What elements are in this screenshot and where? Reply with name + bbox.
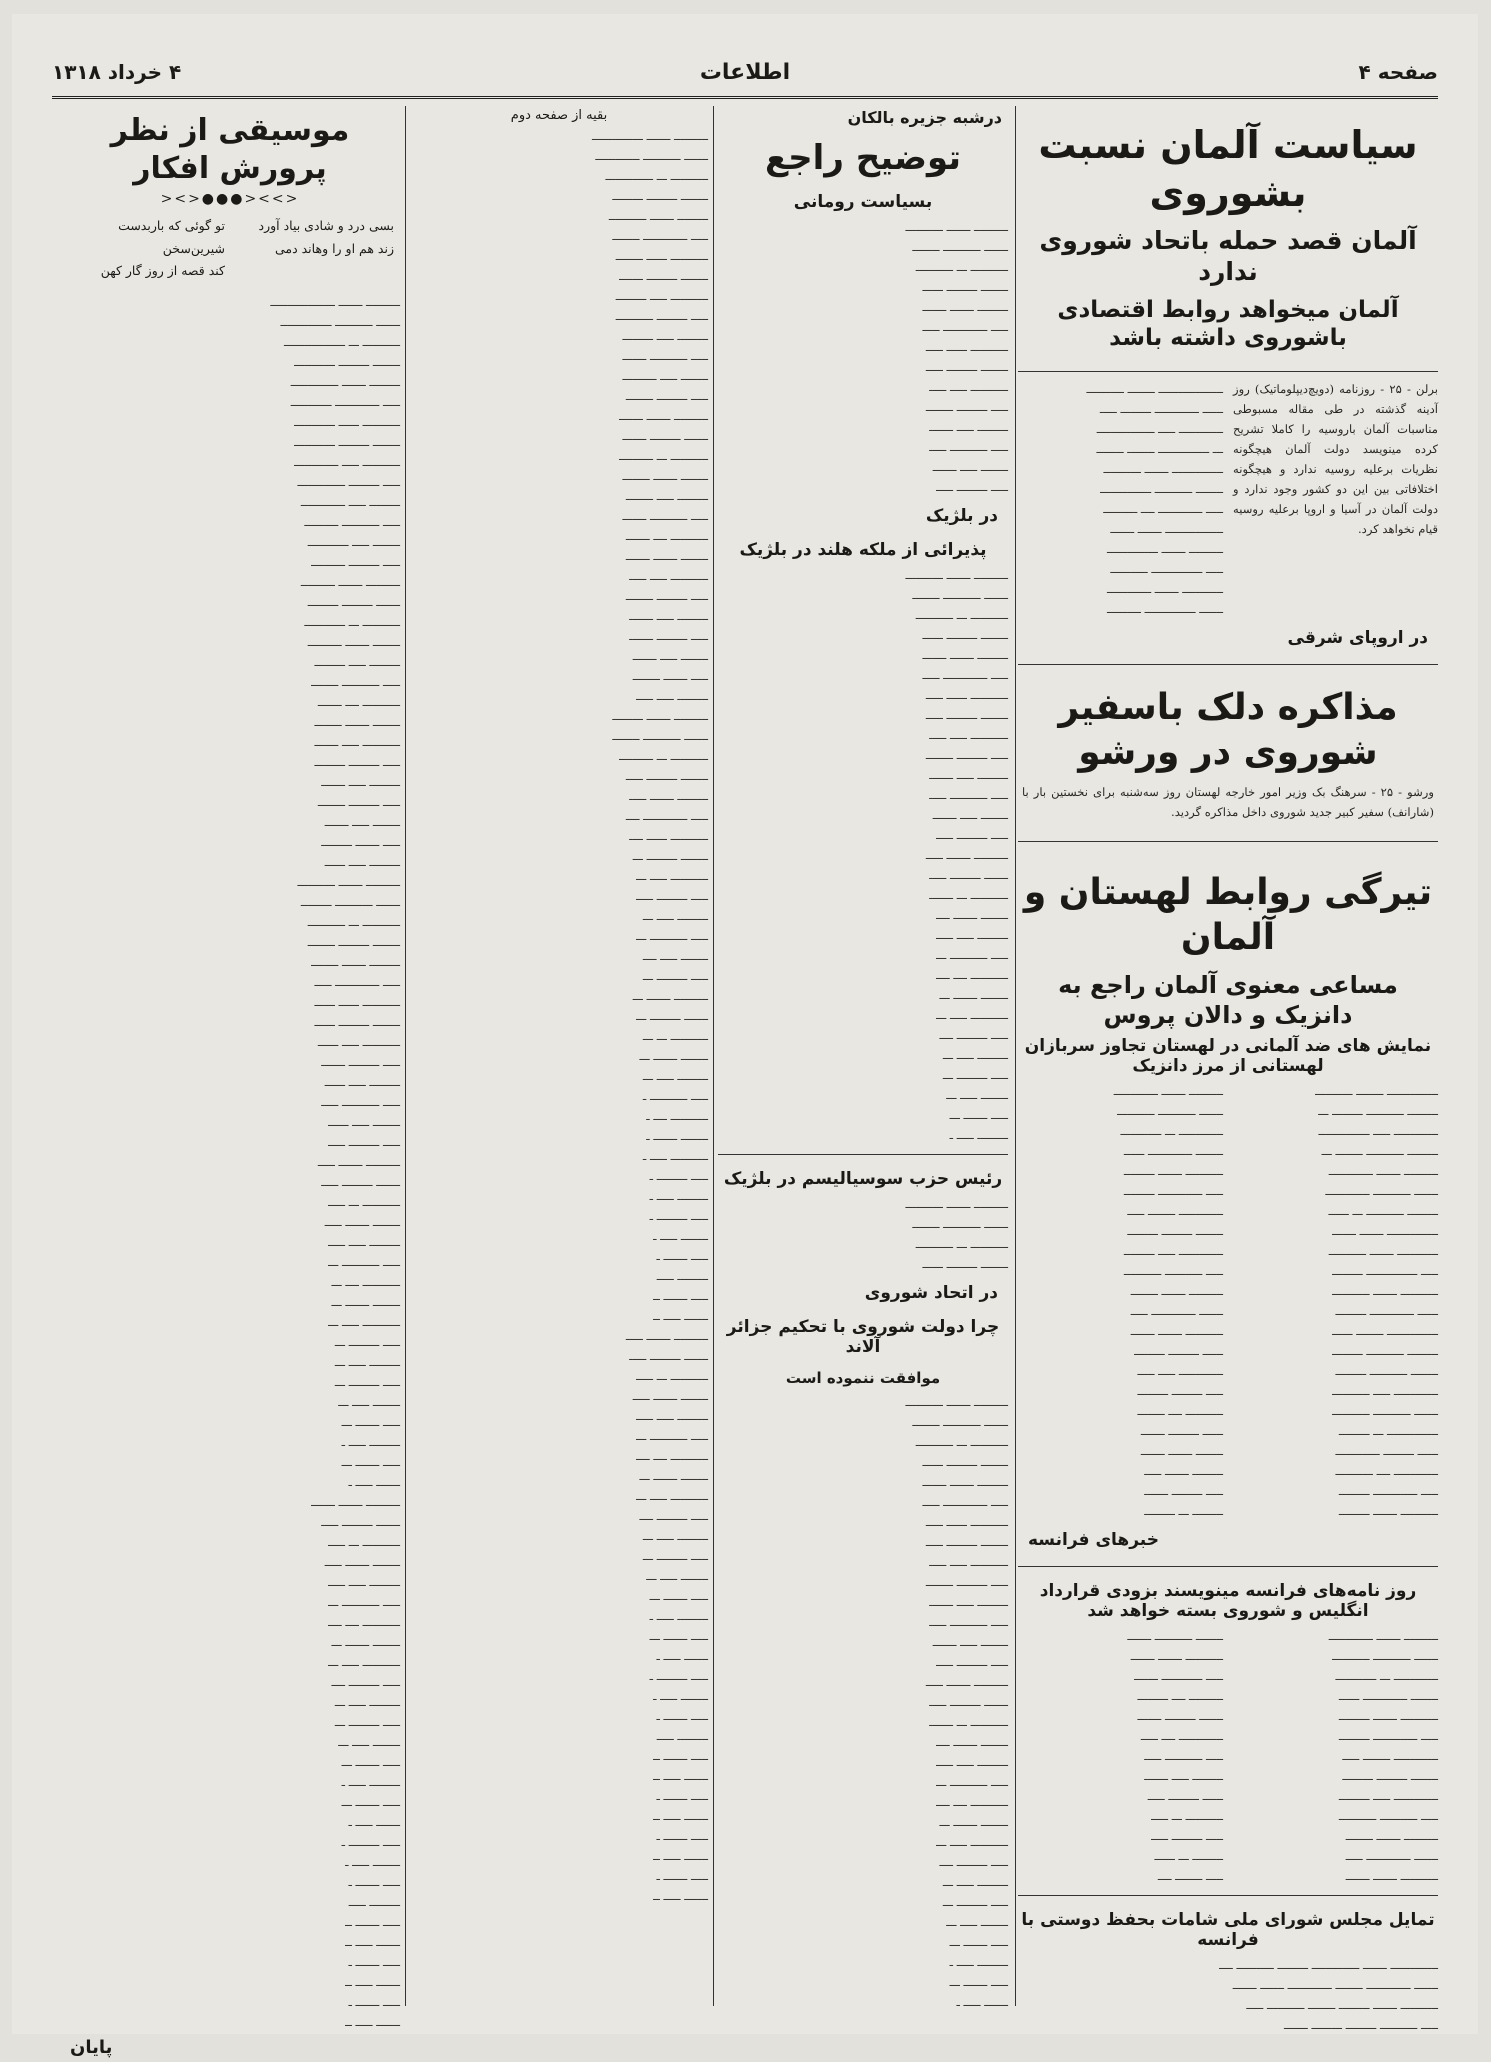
paper-name: اطلاعات	[699, 59, 791, 85]
text-block: ــــــــــ ـــــــ ـــــــــــ ـــــــ ـــــــــــ ــــــــ ـــــــــــ ـــ ـــــــــــ ــــــــ ـــــــــ ــــــ ـــــــــ ـــــــ ـــــــ ـــــ ـــــــــــــ ـــــ ـــــــــــ ــــــ ـــــ ــــــــ ـــــــــ ـــــ ـــــــــــ ـــــ ـــــ ـــــ ـــــــــ ــــــــ ـــــــــ ـــــ ـــــــ ـــــ ـــــــــــ ـــــ ــــــــ ـــــ ـــــــ ـــــ ـــــــــ ـــــ ــــــــــ ـــــــ ـــــ ـــــــ ـــــــــ ـــــ ـــــــــــ ـــ ـــــــ ــــــــ ـــــــ ــــ ـــــــــ ـــــ ـــــ ـــــ ـــــــــــ ـــ ـــــــــــ ــــ ــــ ــــــــ ـــــــ ـــ ـــــــــــ ـــــ ـــ ـــــ ـــــــــ ــــ ـــــــــ ـــــ ـــ ـــــ ـــــــــ ـــ ــــــــ ـــــ ـــ ـــــ ـــــــ ـــ ـــــــــ ـــــ ـ ـــــ ـــــــ ـــ ـــــــ ـــــ ـ	[905, 1394, 1008, 2009]
column-divider	[1015, 106, 1016, 2006]
divider	[718, 1154, 1008, 1155]
section-belgium: در بلژیک	[925, 505, 998, 526]
section-eastern-europe: در اروپای شرقی	[1287, 628, 1428, 648]
section-france: خبرهای فرانسه	[1028, 1529, 1159, 1550]
kicker-balkans: درشبه جزیره بالکان	[847, 108, 1002, 127]
column-music	[60, 104, 400, 2058]
poem-line: تو گوئی که باربدست شیرین‌سخن	[118, 218, 225, 256]
article-body	[1018, 380, 1438, 620]
deck-demonstrations: نمایش های ضد آلمانی در لهستان تجاوز سربازان لهستانی از مرز دانزیک	[1024, 1035, 1432, 1076]
text-block: ــــــــ ـــــــــــ ـــــــ ـــــــــــ ـــــــ ـــــــ ـــــ ــــــــــــ ـــــــ ــــــــــ ــــ ـــــــــ ـــــــ ـــــــــ ـــــــ ـــــــــــــ ــــ ـــــ ـــــ ـــــــــــ ـــــ ـــــــــ ـــــ ـــــــ ــــــ ـــــــــ ـــــ ـــــــــــ ـــ ـــــ ـــــ ـــــــــ ـــــ ـــــــــ ـــ ــــــ ـــــ ــــــــ ــــ	[1127, 1628, 1223, 1883]
lede-paragraph: ورشو - ۲۵ - سرهنگ بک وزیر امور خارجه لهستان روز سه‌شنبه برای نخستین بار با (شارانف) سفیر کبیر جدید شوروی داخل مذاکره گردید.	[1022, 785, 1434, 819]
poem-line: کند قصه از روز گار کهن	[100, 263, 225, 278]
poem-verse	[60, 215, 400, 293]
headline-aland-islands: چرا دولت شوروی با تحکیم جزائر آلاند	[726, 1316, 1000, 1357]
column-divider	[405, 106, 406, 2006]
text-block: ــــــــــــــ ـــــــ ــــــــــــــ ـــــــــ ـــــــــــ ــــ ـــــــ ـــــــــــــ ــــــــ ـــــــــــــ ـــــــ ـــــــ ـــــــــــ ـــــــ ـــــــــ ــــــــ ـــــــــــ ـــــ ـــــ ـــــــــــ ـــــــــ ـــــــــ ـــــــ	[1219, 1957, 1438, 2032]
text-block: ــــــــــ ـــــــ ـــــــــــ ـــــــ ـــــــــــ ــــــــ ـــــــــــ ـــ ـــــــــــ ــــــــ ـــــــــ ــــــ	[905, 1196, 1008, 1271]
divider	[1018, 1566, 1438, 1567]
column-divider	[713, 106, 714, 2006]
divider	[1018, 664, 1438, 665]
text-block: ــــــــــ ـــــــ ـــــــــــــــ ـــــــ ـــــــــــ ـــــــــــــ ـــــــــــ ـــ ــــــــــــــ ــــــــ ـــــــــ ـــــــــ ـــــــــ ـــــــ ـــــــــــ ـــــ ـــــــــــــ ــــــــ ـــــــــــ ــــــ ــــــــ ــــــــ ـــــــــ ـــــــ ـــــــــــ ـــــ ـــــــــ ـــــ ـــــــــ ـــــــــــ ـــــــــ ـــــ ـــــــــ ـــــ ـــــــــــ ـــــــ ــــــــ ـــــ ــــــــــ ـــــ ـــــــــ ــــــــ ــــــــــ ـــــــ ـــــــ ـــــــ ـــــــــ ـــــــ ـــــــــــ ـــ ــــــــــ ــــــــ ـــــــ ــــــــ ـــــــــ ـــــ ــــــــ ـــــ ـــــــــــ ـــــــ ـــــــــــ ــــ ـــــــ ــــــــ ـــــــ ـــــــ ـــــــــــ ـــــ ـــــ ـــــ ـــــــــ ــــــــ ـــــــــ ـــــ ـــــــ ـــــ ـــــــــ ـــــــ ــــــــ ـــــ ـــــــ ـــــ ـــــــ ــــــــ ـــــــــ ـــــ ـــــ ــــــــــ ـــــــ ـــــــــ ـــــــ ـــــــــــ ــــــــ ـــــــــــ ـــ ــــــــــ ــــــــ ـــــــــ ـــــ ـــــــــ ـــــــ ـــــ ـــــ ـــــــــــــ ــــ ـــــــــــ ــــــ ــــ ــــــــ ـــــــــ ـــ ـــــــــــ ـــــ ـــ ـــــ ـــــــــ ـــــ ـــــــــ ـــــ ـــ ـــــ ـــــــــــ ـــ ــــــــ ـــــ ــــ ـــــ ـــــــــ ـــ ــــــــــ ـــــــ ـــ ـــــــ ـــــــــ ـــ ـــــــــــ ـــ ـــ ــــــــ ـــــــ ـــ ـــــــــ ـــــ ـــ ـــــ ـــــــــــ ـ ـــــــــــ ــــ ـ ــــــــ ـــــــ ـ ـــــــــــ ـــــ ـ ـــــ ـــــــــ ـ ـــــــــ ـــــ ـ ـــــ ـــــــــ ـ ــــــــ ـــــ ـ ـــــ ـــــــ ـ ـــــــــ ـــــ ـــــ ـــــــ ــ ـــــــ ـــــ ــ ــــــــــ ـــــــ ـــــ ـــــــ ـــــــــ ـــــ ـــــــــــ ـــ ـــــ ــــــــ ـــــــ ـــــ ـــــــــ ـــــ ـــــ ـــــ ـــــــــــ ـــ ـــــــــــ ــــ ــــ ــــــــ ـــــــ ـــ ـــــــــــ ـــــ ـــ ـــــ ـــــــــ ــــ ـــــــــ ـــــ ـــ ـــــ ـــــــــ ـــ ــــــــ ـــــ ـــ ـــــ ـــــــ ـــ ـــــــــ ـــــ ـ ـــــ ـــــــ ـــ ـــــــ ـــــ ـ ـــــ ـــــــــ ـ ــــــــ ـــــ ـ ـــــ ـــــــ ـ ـــــــــ ـــــ ـــــ ـــــــ ــ ـــــــ ـــــ ــ ـــــ ـــــــ ـ ـــــــ ـــــ ــ ـــــ ـــــــ ـ ـــــــ ـــــ ــ ـــــ ـــــــ ـ ـــــــ ـــــ ــ	[591, 129, 708, 1903]
headline-poland-germany: تیرگی روابط لهستان و آلمان	[1023, 871, 1433, 958]
end-mark: پایان	[70, 2036, 113, 2058]
article-body	[1018, 1082, 1438, 1522]
section-soviet-union: در اتحاد شوروی	[864, 1282, 998, 1303]
column-politics	[1018, 104, 1438, 2032]
headline-anglo-soviet-treaty: روز نامه‌های فرانسه مینویسند بزودی قرارداد انگلیس و شوروی بسته خواهد شد	[1039, 1580, 1417, 1621]
deck-no-attack: آلمان قصد حمله باتحاد شوروی ندارد	[1039, 226, 1417, 287]
divider	[1018, 1895, 1438, 1896]
text-block: ــــــــــ ـــــــ ـــــــــــــ ـــــــ ـــــــــــ ـــــــــــ ـــــــــــــ ـــ ــــــــــــ ــــــــ ـــــــــــــ ــــــ ـــــــــــ ـــــــ ـــــــــ ـــــ ـــــــــــــ ـــــــــ ـــــــــــــ ــــــــ ـــــ ــــــــ ـــــــــ ـــــــــ ـــــــــــــ ـــــ ـــــــــ ـــــ ـــــــــــ ـــــــــــ ــــــــــ ـــــــ ــــــــ ـــــــ ـــــــــــــ ـــــ ـــــــــــ ـــــــ ـــــــ ــــــ ـــــــــ ـــــــــ ـــــــــــــ ـــــ ـــــ ـــــ ـــــــــ ـــــــــ ـــــــــــ ــــ ــــــــ ــــــ ـــــــــ ـــــــ ــــــــ ـــــــ ـــــــ ـــــــــ ـــــــ ـــــ ـــــ ـــــــــ ـــــــ ـــــــــ ـــ ـــــــــ	[1113, 1083, 1223, 1518]
text-block: ــــــــــ ـــــــ ـــــــــــ ـــــــ ـــــــــــ ــــــــ ـــــــــــ ـــ ـــــــــــ ــــــــ ـــــــــ ــــــ ـــــــــ ـــــــ ـــــــ ـــــ ـــــــــــــ ـــــ ـــــــــــ ــــــ ـــــ ــــــــ ـــــــــ ـــــ ـــــــــــ ـــــ ـــــ ـــــ ـــــــــ ــــــــ ـــــــــ ـــــ ـــــــ ـــــ ـــــــــــ ـــــ ــــــــ ـــــ ـــــــ ـــــ ـــــــــ ـــــ	[905, 219, 1008, 494]
headline-music: موسیقی از نظر پرورش افکار	[110, 113, 350, 186]
headline-socialist-party: رئیس حزب سوسیالیسم در بلژیک	[723, 1168, 1003, 1189]
article-body	[1018, 1627, 1438, 1887]
headline-germany-ussr: سیاست آلمان نسبت بشوروی	[1038, 123, 1418, 215]
continued-note: بقیه از صفحه دوم	[510, 108, 608, 123]
poem-line: زند هم او را وهاند دمی	[274, 240, 394, 256]
masthead	[52, 52, 1438, 92]
poem-line: بسی درد و شادی بیاد آورد	[258, 218, 394, 233]
ornament-divider: <>><●●●<><	[160, 191, 300, 207]
lede-paragraph: برلن - ۲۵ - روزنامه (دویچ‌دیپلوماتیک) روز آدینه گذشته در طی مقاله مسبوطی مناسبات آلمان باروسیه را کاملا تشریح کرده مینویسد دولت آلمان هیچگونه نظریات برعلیه روسیه ندارد و هیچگونه اختلافاتی بین این دو کشور وجود ندارد و دولت آلمان در آسیا و اروپا برعلیه روسیه قیام نخواهد کرد.	[1233, 382, 1438, 536]
masthead-rule	[52, 96, 1438, 99]
text-block: ــــــــــ ـــــــ ـــــــــــــــــــ ـــــــ ـــــــــــ ـــــــــــــــ ـــــــــــ ـــ ــــــــــــــــــ ــــــــ ـــــــــ ــــــــــــ ـــــــــ ـــــــ ــــــــــــــ ـــــ ـــــــــــــ ــــــــــــ ـــــــــــ ــــــ ــــــــــــ ــــــــ ـــــــــ ــــــــــــ ـــــــــــ ـــــ ـــــــــــــ ـــــ ـــــــــ ــــــــــــــ ـــــــــ ـــــ ـــــــــــــ ـــــ ـــــــــــ ــــــــــ ــــــــ ـــــ ــــــــــــ ـــــ ـــــــــ ــــــــــ ــــــــــ ـــــــ ــــــــــ ـــــــ ـــــــــ ـــــــــ ـــــــــــ ـــ ــــــــــــ ــــــــ ـــــــ ــــــــــ ـــــــــ ـــــ ـــــــــ ـــــ ـــــــــــ ــــــــ ـــــــــــ ــــ ـــــــ ــــــــ ـــــــ ــــــــ ـــــــــــ ـــــ ـــــــ ـــــ ـــــــــ ـــــــــ ـــــــــ ـــــ ـــــــ ـــــ ـــــــــ ــــــــ ــــــــ ـــــ ـــــــ ـــــ ـــــــ ـــــــــ ـــــــــ ـــــ ــــــ ــــــــــ ـــــــ ـــــــــــ ـــــــ ـــــــــــ ـــــــــ ـــــــــــ ـــ ـــــــــــ ــــــــ ـــــــــ ــــــــ ـــــــــ ـــــــ ــــــــ ـــــ ـــــــــــــ ـــــ ـــــــــــ ــــــ ــــــ ــــــــ ـــــــــ ــــــ ـــــــــــ ـــــ ــــــ ـــــ ـــــــــ ـــــــ ـــــــــ ـــــ ــــــ ـــــ ـــــــــــ ـــــ ــــــــ ـــــ ــــــ ـــــ ـــــــــ ـــــ ــــــــــ ـــــــ ـــــ ـــــــ ـــــــــ ـــــ ـــــــــــ ـــ ـــــ ــــــــ ـــــــ ـــــ ـــــــــ ـــــ ـــــ ـــــ ـــــــــــ ـــ ـــــــــــ ــــ ـــ ــــــــ ـــــــ ـــ ـــــــــــ ـــــ ـــ ـــــ ـــــــــ ـــ ـــــــــ ـــــ ـــ ـــــ ـــــــــ ـــ ــــــــ ـــــ ـــ ـــــ ـــــــ ـــ ـــــــــ ـــــ ـ ـــــ ـــــــ ـــ ـــــــ ـــــ ـ ــــــــــ ـــــــ ـــــــ ـــــــ ـــــــــ ـــــ ـــــــــــ ـــ ـــــ ــــــــ ـــــــ ـــــ ـــــــــ ـــــ ـــــ ـــــ ـــــــــــ ـــ ـــــــــــ ــــ ــــ ــــــــ ـــــــ ـــ ـــــــــــ ـــــ ـــ ـــــ ـــــــــ ــــ ـــــــــ ـــــ ـــ ـــــ ـــــــــ ـــ ــــــــ ـــــ ـــ ـــــ ـــــــ ـــ ـــــــــ ـــــ ـ ـــــ ـــــــ ـــ ـــــــ ـــــ ـ ـــــ ـــــــــ ـ ــــــــ ـــــ ـ ـــــ ـــــــ ـ ـــــــــ ـــــ ـــــ ـــــــ ــ ـــــــ ـــــ ــ ـــــ ـــــــ ـ ـــــــ ـــــ ــ ـــــ ـــــــ ـ ـــــــ ـــــ ــ	[270, 294, 400, 2029]
subhead-not-agreed: موافقت ننموده است	[785, 1368, 941, 1387]
text-block: ـــــــــــــــ ــــــــ ـــــــــــ ـــــــــ ـــــــــــ ـــــــــ ـــ ـــــــــــــ ـــــ ـــــــــــــــ ـــــــــ ـــــــــــ ــــــــ ـــ ــــــــــ ـــــــ ـــــــــــــ ـــــــ ـــــــــــ ـــــــــــــ ـــــــــ ـــــــــــ ـــ ــــــ ـــــــــــــــ ـــــــ ـــــــ ــــــــــــ ـــــــ ـــــــــــ ـــــ ـــــــــــــــ ـــــــــ ـــــــــــ ـــــــ ـــــــــــ ــــــ ـــــــــــــ ـــــــــ ـــــــــــــــ ــــــــ ــــــ ـــــــــ ـــــــــــ ـــــــــ ــــــــ ـــــــــــ ـــــــــ ـــــــــــــ ـــــ ـــــــــــ ـــــــ ـــــــــــ ـــــــــــ ـــــــــــــــ ـــ ـــــــــ ــــــ ـــــــــ ـــــــــــــ ـــــــــــــ ــــ ـــــــــــ ـــــ ـــــــــــــ ـــــــــ ـــــــــــ ـــــــ ـــــــــ	[1315, 1083, 1438, 1518]
newspaper-page	[12, 14, 1478, 2058]
deck-danzig: مساعی معنوی آلمان راجع به دانزیک و دالان پروس	[1058, 970, 1398, 1029]
subhead-romania: بسیاست رومانی	[793, 191, 933, 212]
headline-queen-holland: پذیرائی از ملکه هلند در بلژیک	[739, 539, 987, 560]
text-block: ــــــــــ ـــــــ ـــــــــــــ ـــــــ ـــــــــــ ـــــــــــ ـــــــــــــ ـــ ــــــــــــ ــــــــ ـــــــــــــ ــــــ ـــــــــــ ـــــــ ـــــــــ ـــــ ـــــــــــــ ـــــــــ ـــــــــــــ ــــــــ ـــــ ــــــــ ـــــــــ ـــــــــ ـــــــــــــ ـــــ ـــــــــ ـــــ ـــــــــــ ـــــــــــ ــــــــــ ـــــــ ــــــــ ـــــــ ـــــــــــــ ـــــ ـــــــــــ ـــــــ ـــــــ	[1328, 1628, 1438, 1883]
column-music-continued	[410, 104, 708, 2009]
issue-date: ۴ خرداد ۱۳۱۸	[52, 60, 182, 84]
text-block: ــــــــــ ـــــــ ـــــــــــ ـــــــ ـــــــــــ ــــــــ ـــــــــــ ـــ ـــــــــــ ــــــــ ـــــــــ ــــــ ـــــــــ ـــــــ ـــــــ ـــــ ـــــــــــــ ـــــ ـــــــــــ ــــــ ـــــ ــــــــ ـــــــــ ـــــ ـــــــــــ ـــــ ـــــ ـــــ ـــــــــ ــــــــ ـــــــــ ـــــ ـــــــ ـــــ ـــــــــــ ـــــ ــــــــ ـــــ ـــــــ ـــــ ـــــــــ ـــــ ــــــــــ ـــــــ ـــــ ـــــــ ـــــــــ ـــــ ـــــــــــ ـــ ـــــــ ــــــــ ـــــــ ــــ ـــــــــ ـــــ ـــــ ـــــ ـــــــــــ ـــ ـــــــــــ ــــ ــــ ــــــــ ـــــــ ـــ ـــــــــــ ـــــ ـــ ـــــ ـــــــــ ــــ ـــــــــ ـــــ ـــ ـــــ ـــــــــ ـــ ــــــــ ـــــ ـــ ـــــ ـــــــ ـــ ـــــــــ ـــــ ـ	[905, 567, 1008, 1142]
column-balkans	[718, 104, 1008, 2009]
headline-beck-ambassador: مذاکره دلک باسفیر شوروی در ورشو	[1058, 687, 1398, 773]
headline-syria-france: تمایل مجلس شورای ملی شامات بحفظ دوستی با فرانسه	[1021, 1909, 1435, 1950]
divider	[1018, 841, 1438, 842]
deck-economic-ties: آلمان میخواهد روابط اقتصادی باشوروی داشته باشد	[1057, 296, 1399, 352]
page-number: صفحه ۴	[1358, 60, 1438, 84]
divider	[1018, 371, 1438, 372]
headline-explanation: توضیح راجع	[764, 138, 962, 178]
text-block: ـــــــــــــــــــ ــــــــ ـــــــــــ ــــــ ـــــــــــــ ـــــــــ ـــــ ـــــــــــــ ـــــ ـــــــــــــــــ ـــ ـــــــــــــــ ــــــــ ــــــــ ـــــــــــــــ ـــــــ ـــــــــــ ــــــــ ـــــــــــ ـــــــــــــــ ـــــ ـــــــــــــ ــــ ــــــــــ ـــــــــــــــــ ـــــــ ـــــــ ــــــــــ ـــــــ ـــــــــــــــ ـــــ ـــــــــــــــ ـــــــــــ ــــــــــــ ـــــــ ـــــــــــــ ـــــــ ـــــــــــــــ ــــــــــ	[1086, 382, 1223, 616]
